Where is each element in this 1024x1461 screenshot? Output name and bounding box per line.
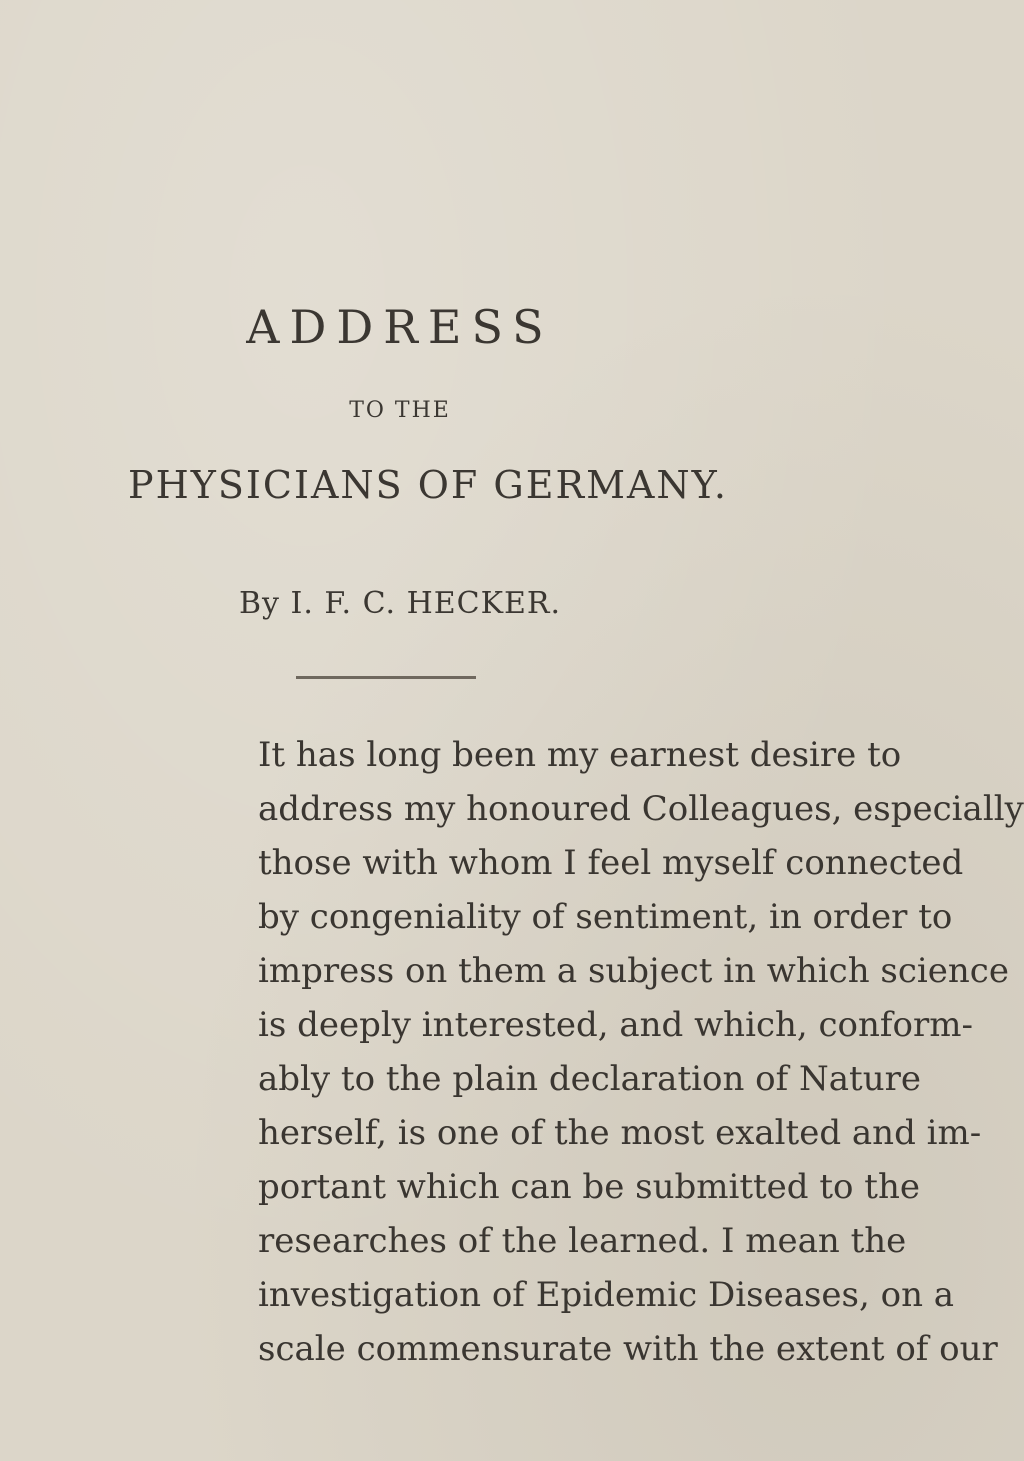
text-line: address my honoured Colleagues, especially — [258, 789, 1024, 829]
page-subtitle: PHYSICIANS OF GERMANY. — [128, 463, 728, 507]
body-paragraph — [258, 728, 1024, 1376]
author-byline: By I. F. C. HECKER. — [238, 586, 562, 621]
text-line: investigation of Epidemic Diseases, on a — [258, 1275, 955, 1315]
text-line: those with whom I feel myself connected — [258, 843, 964, 883]
title-connector: TO THE — [349, 398, 451, 423]
page-title: ADDRESS — [246, 300, 554, 354]
text-line: It has long been my earnest desire to — [258, 735, 902, 775]
text-line: impress on them a subject in which science — [258, 951, 1009, 991]
text-line: by congeniality of sentiment, in order to — [258, 897, 953, 937]
text-line: researches of the learned. I mean the — [258, 1221, 907, 1261]
text-line: ably to the plain declaration of Nature — [258, 1059, 921, 1099]
text-line: is deeply interested, and which, conform- — [258, 1005, 973, 1045]
text-line: scale commensurate with the extent of our — [258, 1329, 998, 1369]
text-line: portant which can be submitted to the — [258, 1167, 920, 1207]
decorative-rule — [296, 676, 476, 679]
text-line: herself, is one of the most exalted and im- — [258, 1113, 982, 1153]
